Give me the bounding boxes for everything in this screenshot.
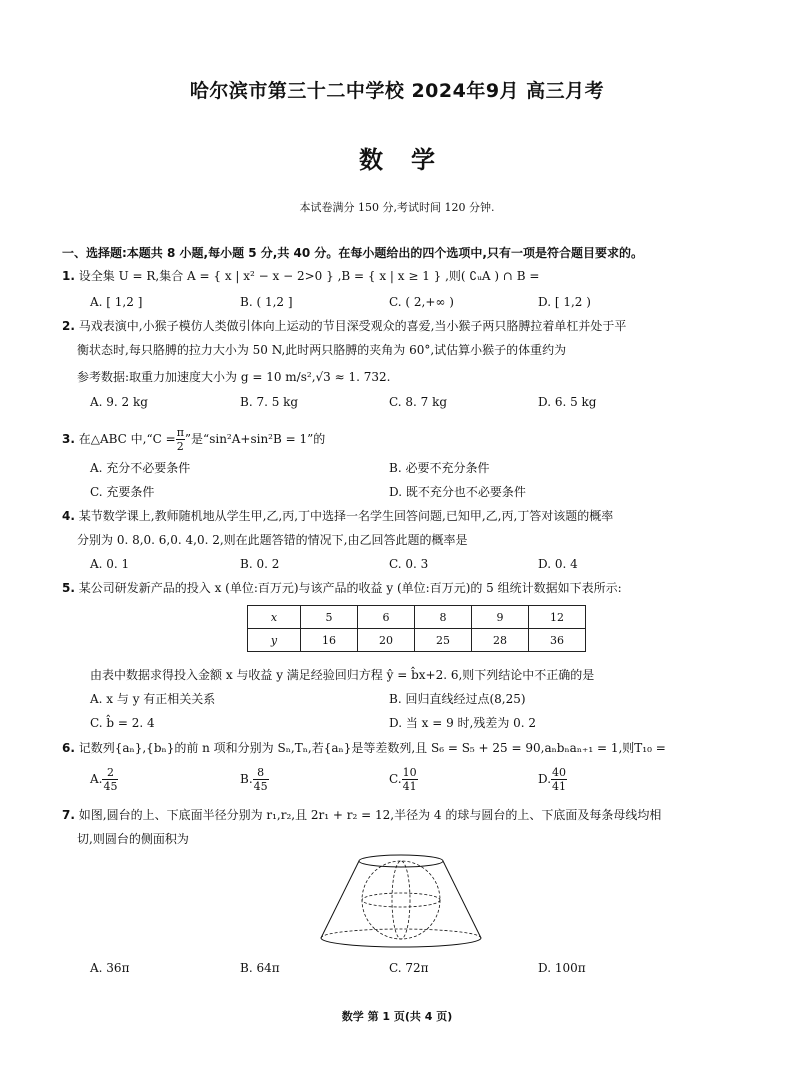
fraction-numerator: 40 xyxy=(552,766,567,779)
question-number: 2. xyxy=(62,319,75,333)
section-heading: 一、选择题:本题共 8 小题,每小题 5 分,共 40 分。在每小题给出的四个选项中,只有一项是符合题目要求的。 xyxy=(62,246,643,260)
exam-note: 本试卷满分 150 分,考试时间 120 分钟. xyxy=(299,201,495,214)
table-cell: 28 xyxy=(472,629,529,652)
q5-option-a: A. x 与 y 有正相关关系 xyxy=(90,692,216,706)
q6-option-a xyxy=(90,766,118,793)
q1-option-d: D. [ 1,2 ) xyxy=(538,295,591,309)
fraction-denominator: 45 xyxy=(253,780,268,793)
q3-option-c: C. 充要条件 xyxy=(90,485,155,499)
fraction-denominator: 41 xyxy=(552,780,567,793)
fraction xyxy=(551,766,567,793)
question-number: 7. xyxy=(62,808,75,822)
exam-title: 哈尔滨市第三十二中学校 2024年9月 高三月考 xyxy=(189,80,605,102)
q1-option-c: C. ( 2,+∞ ) xyxy=(389,295,454,309)
subject-title: 数学 xyxy=(359,146,463,174)
table-cell: 5 xyxy=(301,606,358,629)
table-header: x xyxy=(248,606,301,629)
sphere-equator xyxy=(362,893,440,907)
question-text: 记数列{aₙ},{bₙ}的前 n 项和分别为 Sₙ,Tₙ,若{aₙ}是等差数列,且 S₆ = S₅ + 25 = 90,aₙbₙaₙ₊₁ = 1,则T₁₀ = xyxy=(78,741,666,755)
question-text-line1: 马戏表演中,小猴子模仿人类做引体向上运动的节目深受观众的喜爱,当小猴子两只胳膊拉着单杠并处于平 xyxy=(78,319,627,333)
question-text-line3: 参考数据:取重力加速度大小为 g = 10 m/s²,√3 ≈ 1. 732. xyxy=(77,370,391,384)
data-table xyxy=(247,605,586,652)
q7-option-c: C. 72π xyxy=(389,961,429,975)
q1-option-b: B. ( 1,2 ] xyxy=(240,295,293,309)
table-cell: 25 xyxy=(415,629,472,652)
fraction-denominator: 2 xyxy=(176,440,184,453)
question-number: 6. xyxy=(62,741,75,755)
q4-option-b: B. 0. 2 xyxy=(240,557,280,571)
sphere-outline xyxy=(362,861,440,939)
table-cell: 8 xyxy=(415,606,472,629)
option-label: D. xyxy=(538,772,552,786)
q2-option-a: A. 9. 2 kg xyxy=(90,395,148,409)
q2-option-d: D. 6. 5 kg xyxy=(538,395,597,409)
question-text-line2: 衡状态时,每只胳膊的拉力大小为 50 N,此时两只胳膊的夹角为 60°,试估算小猴子的体重约为 xyxy=(77,343,567,357)
q5-option-d: D. 当 x = 9 时,残差为 0. 2 xyxy=(389,716,537,730)
q1-option-a: A. [ 1,2 ] xyxy=(90,295,143,309)
question-number: 4. xyxy=(62,509,75,523)
question-text: 某公司研发新产品的投入 x (单位:百万元)与该产品的收益 y (单位:百万元)的 5 组统计数据如下表所示: xyxy=(78,581,622,595)
table-header: y xyxy=(248,629,301,652)
fraction-denominator: 41 xyxy=(402,780,417,793)
fraction xyxy=(402,766,418,793)
question-text-line1: 如图,圆台的上、下底面半径分别为 r₁,r₂,且 2r₁ + r₂ = 12,半径为 4 的球与圆台的上、下底面及每条母线均相 xyxy=(78,808,662,822)
frustum-left-side xyxy=(321,861,359,938)
question-7 xyxy=(62,807,661,823)
q2-option-b: B. 7. 5 kg xyxy=(240,395,299,409)
frustum-right-side xyxy=(443,861,481,938)
q3-option-b: B. 必要不充分条件 xyxy=(389,461,490,475)
sphere-meridian xyxy=(392,861,410,939)
table-cell: 16 xyxy=(301,629,358,652)
question-text-line2: 切,则圆台的侧面积为 xyxy=(77,832,189,846)
fraction-numerator: 10 xyxy=(402,766,417,779)
q6-option-d xyxy=(538,766,567,793)
question-number: 5. xyxy=(62,581,75,595)
q4-option-d: D. 0. 4 xyxy=(538,557,578,571)
fraction-numerator: π xyxy=(176,426,184,439)
table-cell: 9 xyxy=(472,606,529,629)
option-label: A. xyxy=(90,772,103,786)
q4-option-a: A. 0. 1 xyxy=(90,557,130,571)
question-text-post: ”是“sin²A+sin²B = 1”的 xyxy=(184,432,326,446)
q7-option-d: D. 100π xyxy=(538,961,586,975)
question-4 xyxy=(62,508,613,524)
fraction-denominator: 45 xyxy=(103,780,118,793)
table-cell: 6 xyxy=(358,606,415,629)
question-1 xyxy=(62,268,539,284)
question-5 xyxy=(62,580,622,596)
question-2 xyxy=(62,318,626,334)
q6-option-c xyxy=(389,766,418,793)
table-row-y xyxy=(248,629,586,652)
q4-option-c: C. 0. 3 xyxy=(389,557,429,571)
q7-option-b: B. 64π xyxy=(240,961,280,975)
question-text-line2: 分别为 0. 8,0. 6,0. 4,0. 2,则在此题答错的情况下,由乙回答此题的概率是 xyxy=(77,533,468,547)
question-number: 3. xyxy=(62,432,75,446)
page-footer: 数学 第 1 页(共 4 页) xyxy=(341,1010,453,1023)
question-text-line1: 某节数学课上,教师随机地从学生甲,乙,丙,丁中选择一名学生回答问题,已知甲,乙,丙,丁答对该题的概率 xyxy=(78,509,614,523)
fraction xyxy=(176,426,185,453)
table-cell: 20 xyxy=(358,629,415,652)
q5-option-c: C. b̂ = 2. 4 xyxy=(90,716,155,730)
table-cell: 12 xyxy=(529,606,586,629)
question-text-pre: 在△ABC 中,“C = xyxy=(78,432,176,446)
q2-option-c: C. 8. 7 kg xyxy=(389,395,448,409)
question-number: 1. xyxy=(62,269,75,283)
question-text: 设全集 U = R,集合 A = { x | x² − x − 2>0 } ,B = { x | x ≥ 1 } ,则( ∁ᵤA ) ∩ B = xyxy=(78,269,540,283)
q5-option-b: B. 回归直线经过点(8,25) xyxy=(389,692,526,706)
frustum-sphere-figure xyxy=(318,850,484,950)
option-label: C. xyxy=(389,772,402,786)
q3-option-a: A. 充分不必要条件 xyxy=(90,461,191,475)
option-label: B. xyxy=(240,772,253,786)
fraction xyxy=(253,766,269,793)
question-follow-text: 由表中数据求得投入金额 x 与收益 y 满足经验回归方程 ŷ = b̂x+2. 6,则下列结论中不正确的是 xyxy=(90,668,595,682)
q7-option-a: A. 36π xyxy=(90,961,130,975)
question-3 xyxy=(62,426,325,453)
frustum-top-ellipse xyxy=(359,855,443,867)
fraction-numerator: 8 xyxy=(253,766,269,780)
frustum-bottom-back xyxy=(321,929,481,938)
table-cell: 36 xyxy=(529,629,586,652)
fraction xyxy=(102,766,118,793)
q3-option-d: D. 既不充分也不必要条件 xyxy=(389,485,526,499)
table-row-x xyxy=(248,606,586,629)
fraction-numerator: 2 xyxy=(102,766,118,780)
q6-option-b xyxy=(240,766,269,793)
question-6 xyxy=(62,740,666,756)
